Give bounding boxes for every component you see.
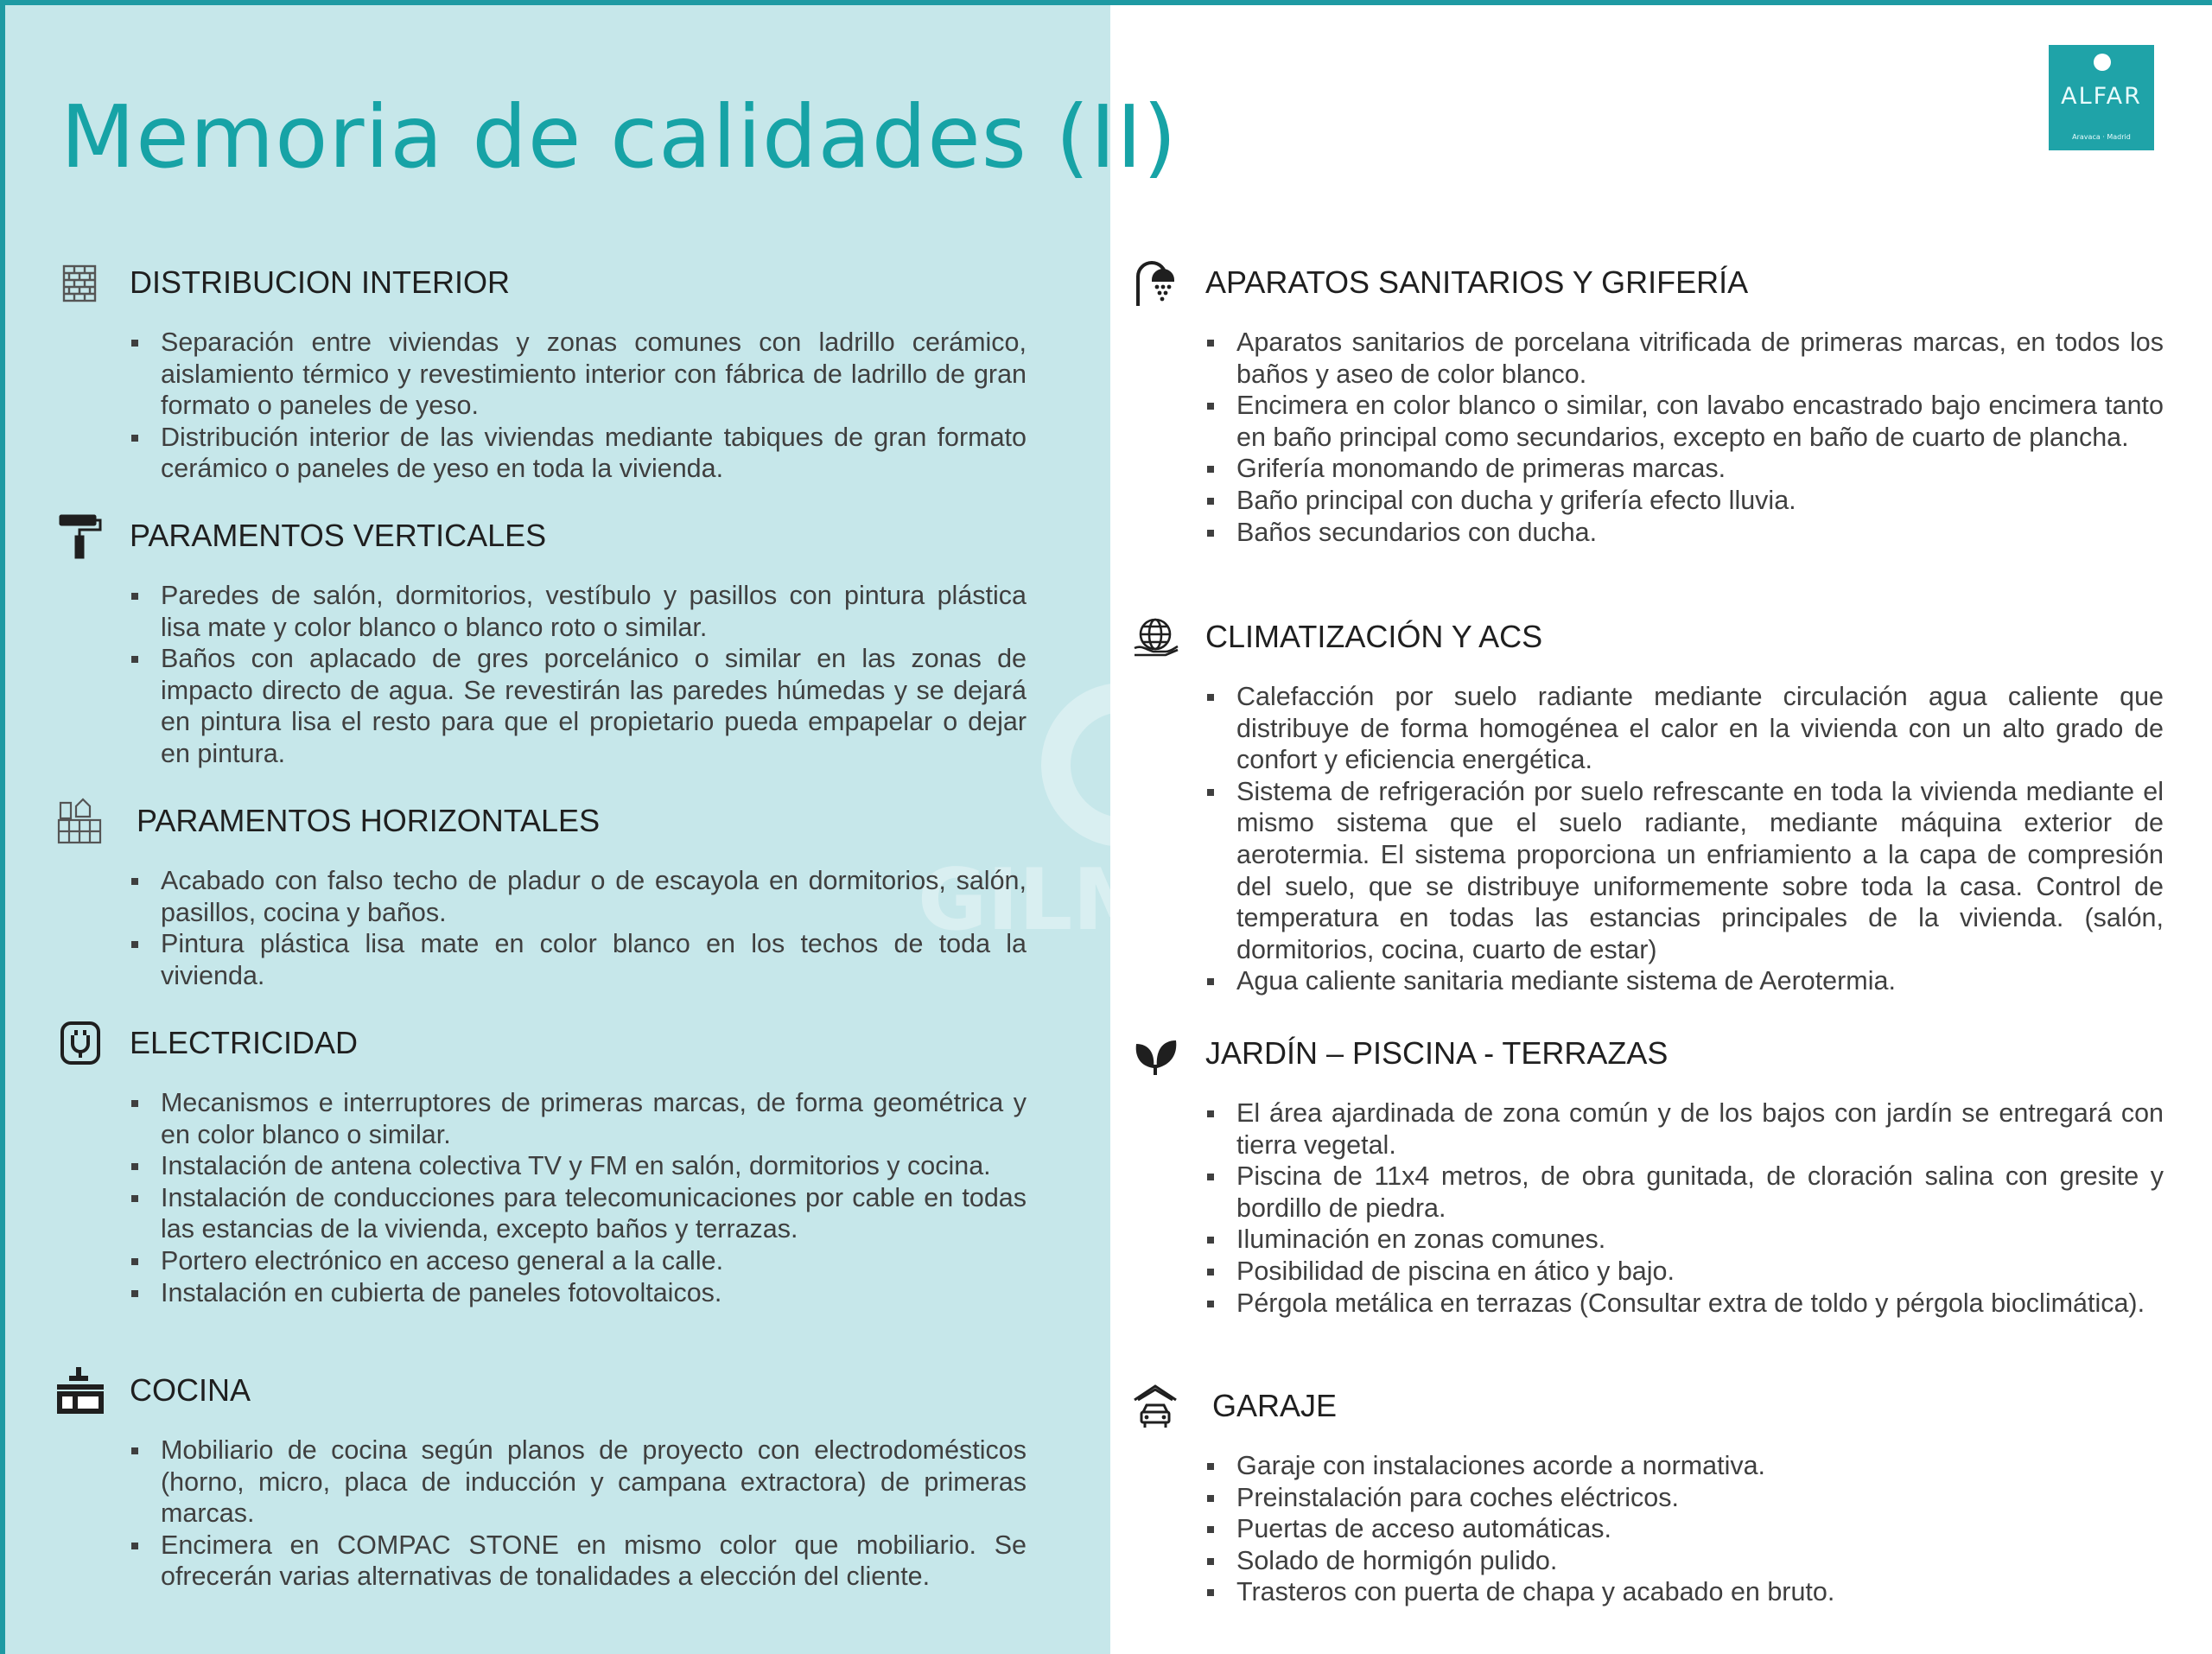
logo-subtitle: Aravaca · Madrid — [2072, 133, 2131, 141]
list-item: Agua caliente sanitaria mediante sistema de Aerotermia. — [1205, 965, 2164, 997]
floor-tiles-icon — [55, 798, 104, 846]
section-title: DISTRIBUCION INTERIOR — [130, 264, 511, 300]
item-list — [130, 865, 1027, 991]
page-title: Memoria de calidades (II) — [60, 86, 1178, 188]
section-climatizacion — [1131, 614, 2164, 997]
list-item: Instalación en cubierta de paneles fotovoltaicos. — [130, 1277, 1027, 1309]
item-list — [1205, 1450, 2164, 1608]
item-list — [130, 1087, 1027, 1308]
section-jardin-piscina — [1131, 1030, 2164, 1319]
item-list — [1205, 681, 2164, 997]
list-item: Portero electrónico en acceso general a la calle. — [130, 1245, 1027, 1277]
list-item: Preinstalación para coches eléctricos. — [1205, 1482, 2164, 1514]
section-title: ELECTRICIDAD — [130, 1025, 359, 1060]
list-item: Aparatos sanitarios de porcelana vitrificada de primeras marcas, en todos los baños y aseo de color blanco. — [1205, 327, 2164, 390]
list-item: El área ajardinada de zona común y de los bajos con jardín se entregará con tierra vegetal. — [1205, 1097, 2164, 1161]
alfar-logo — [2049, 45, 2154, 150]
section-heading — [1131, 1030, 2164, 1082]
list-item: Instalación de antena colectiva TV y FM en salón, dormitorios y cocina. — [130, 1150, 1027, 1182]
list-item: Baño principal con ducha y grifería efecto lluvia. — [1205, 485, 2164, 517]
section-heading — [1131, 259, 2164, 311]
section-electricidad — [55, 1020, 1027, 1308]
list-item: Baños secundarios con ducha. — [1205, 517, 2164, 549]
item-list — [130, 1435, 1027, 1593]
paint-roller-icon — [55, 512, 104, 561]
list-item: Solado de hormigón pulido. — [1205, 1545, 2164, 1577]
section-title: CLIMATIZACIÓN Y ACS — [1205, 619, 1543, 654]
globe-hand-icon — [1131, 614, 1179, 662]
kitchen-icon — [55, 1367, 104, 1415]
list-item: Calefacción por suelo radiante mediante circulación agua caliente que distribuye de forma homogénea el calor en la vivienda con un alto grado de confort y eficiencia energética. — [1205, 681, 2164, 776]
section-garaje — [1131, 1383, 2164, 1608]
list-item: Trasteros con puerta de chapa y acabado en bruto. — [1205, 1576, 2164, 1608]
section-paramentos-horizontales — [55, 798, 1027, 991]
item-list — [1205, 327, 2164, 548]
list-item: Garaje con instalaciones acorde a normativa. — [1205, 1450, 2164, 1482]
list-item: Paredes de salón, dormitorios, vestíbulo y pasillos con pintura plástica lisa mate y color blanco o blanco roto o similar. — [130, 580, 1027, 643]
leaves-icon — [1131, 1030, 1179, 1078]
section-heading — [55, 1020, 1027, 1072]
list-item: Encimera en COMPAC STONE en mismo color que mobiliario. Se ofrecerán varias alternativas de tonalidades a elección del cliente. — [130, 1530, 1027, 1593]
left-border — [0, 0, 5, 1654]
section-heading — [1131, 614, 2164, 665]
section-title: PARAMENTOS VERTICALES — [130, 518, 547, 553]
section-heading — [55, 259, 1027, 311]
logo-dot — [2094, 54, 2111, 71]
section-heading — [55, 512, 1027, 564]
list-item: Grifería monomando de primeras marcas. — [1205, 453, 2164, 485]
item-list — [1205, 1097, 2164, 1319]
section-title: GARAJE — [1212, 1388, 1338, 1423]
section-aparatos-sanitarios — [1131, 259, 2164, 548]
watermark-text: GILM — [918, 851, 1157, 942]
top-border — [0, 0, 2212, 5]
list-item: Piscina de 11x4 metros, de obra gunitada, de cloración salina con gresite y bordillo de piedra. — [1205, 1161, 2164, 1224]
list-item: Iluminación en zonas comunes. — [1205, 1224, 2164, 1256]
list-item: Mecanismos e interruptores de primeras marcas, de forma geométrica y en color blanco o similar. — [130, 1087, 1027, 1150]
garage-car-icon — [1131, 1383, 1179, 1431]
item-list — [130, 327, 1027, 485]
list-item: Separación entre viviendas y zonas comunes con ladrillo cerámico, aislamiento térmico y revestimiento interior con fábrica de ladrillo de gran formato o paneles de yeso. — [130, 327, 1027, 422]
plug-icon — [55, 1020, 104, 1068]
list-item: Sistema de refrigeración por suelo refrescante en toda la vivienda mediante el mismo sistema que el suelo radiante, mediante máquina exterior de aerotermia. El sistema proporciona un enfriamiento a la capa de compresión del suelo, que se distribuye uniformemente sobre toda la casa. Control de temperatura en todas las estancias principales de la vivienda. (salón, dormitorios, cocina, cuarto de estar) — [1205, 776, 2164, 966]
section-paramentos-verticales — [55, 512, 1027, 770]
brick-wall-icon — [55, 259, 104, 308]
item-list — [130, 580, 1027, 770]
list-item: Instalación de conducciones para telecomunicaciones por cable en todas las estancias de la vivienda, excepto baños y terrazas. — [130, 1182, 1027, 1245]
list-item: Pérgola metálica en terrazas (Consultar extra de toldo y pérgola bioclimática). — [1205, 1288, 2164, 1320]
section-title: JARDÍN – PISCINA - TERRAZAS — [1205, 1035, 1669, 1071]
list-item: Mobiliario de cocina según planos de proyecto con electrodomésticos (horno, micro, placa de inducción y campana extractora) de primeras marcas. — [130, 1435, 1027, 1530]
section-title: COCINA — [130, 1372, 251, 1408]
list-item: Encimera en color blanco o similar, con lavabo encastrado bajo encimera tanto en baño principal como secundarios, excepto en baño de cuarto de plancha. — [1205, 390, 2164, 453]
list-item: Baños con aplacado de gres porcelánico o similar en las zonas de impacto directo de agua. Se revestirán las paredes húmedas y se dejará en pintura lisa el resto para que el propietario pueda empapelar o dejar en pintura. — [130, 643, 1027, 769]
logo-name: ALFAR — [2061, 83, 2142, 110]
list-item: Pintura plástica lisa mate en color blanco en los techos de toda la vivienda. — [130, 928, 1027, 991]
section-heading — [55, 1367, 1027, 1419]
section-title: APARATOS SANITARIOS Y GRIFERÍA — [1205, 264, 1749, 300]
section-title: PARAMENTOS HORIZONTALES — [137, 803, 601, 838]
section-heading — [1131, 1383, 2164, 1435]
shower-icon — [1131, 259, 1179, 308]
list-item: Acabado con falso techo de pladur o de escayola en dormitorios, salón, pasillos, cocina y baños. — [130, 865, 1027, 928]
list-item: Puertas de acceso automáticas. — [1205, 1513, 2164, 1545]
list-item: Distribución interior de las viviendas mediante tabiques de gran formato cerámico o paneles de yeso en toda la vivienda. — [130, 422, 1027, 485]
section-heading — [55, 798, 1027, 849]
section-distribucion-interior — [55, 259, 1027, 485]
section-cocina — [55, 1367, 1027, 1593]
list-item: Posibilidad de piscina en ático y bajo. — [1205, 1256, 2164, 1288]
